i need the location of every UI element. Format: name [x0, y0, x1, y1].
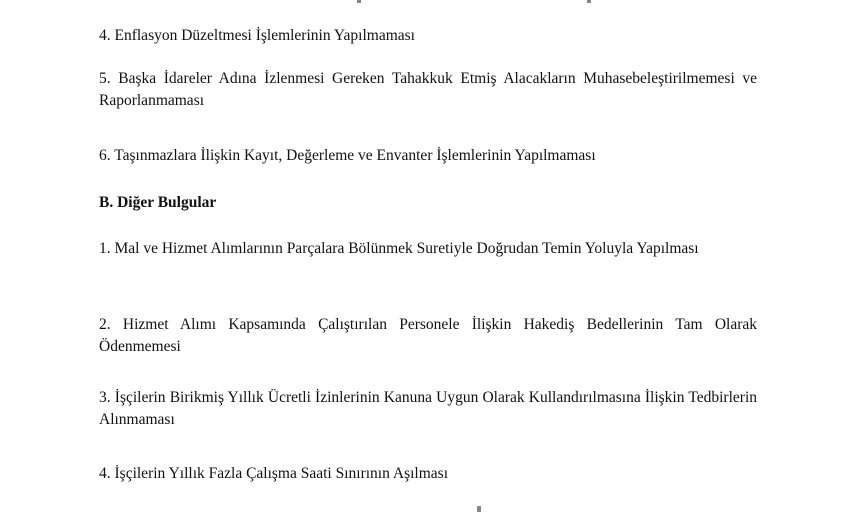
finding-b1: 1. Mal ve Hizmet Alımlarının Parçalara Bölünmek Suretiyle Doğrudan Temin Yoluyla Yapılması: [99, 240, 699, 257]
finding-b2: 2. Hizmet Alımı Kapsamında Çalıştırılan Personele İlişkin Hakediş Bedellerinin Tam Olarak Ödenmemesi: [99, 316, 757, 355]
clipped-glyph: [477, 506, 481, 512]
clipped-glyph: [357, 0, 361, 3]
clipped-bottom-line: [99, 506, 757, 512]
finding-a5: 5. Başka İdareler Adına İzlenmesi Gereken Tahakkuk Etmiş Alacakların Muhasebeleştirilmemesi ve Raporlanmaması: [99, 70, 757, 109]
clipped-glyph: [587, 0, 591, 3]
clipped-top-line: [99, 0, 757, 6]
finding-a4: 4. Enflasyon Düzeltmesi İşlemlerinin Yapılmaması: [99, 27, 415, 44]
finding-a6: 6. Taşınmazlara İlişkin Kayıt, Değerleme ve Envanter İşlemlerinin Yapılmaması: [99, 147, 596, 164]
finding-b3: 3. İşçilerin Birikmiş Yıllık Ücretli İzinlerinin Kanuna Uygun Olarak Kullandırılmasına İlişkin Tedbirlerin Alınmaması: [99, 389, 757, 428]
finding-b4: 4. İşçilerin Yıllık Fazla Çalışma Saati Sınırının Aşılması: [99, 465, 448, 482]
section-b-heading: B. Diğer Bulgular: [99, 194, 217, 211]
